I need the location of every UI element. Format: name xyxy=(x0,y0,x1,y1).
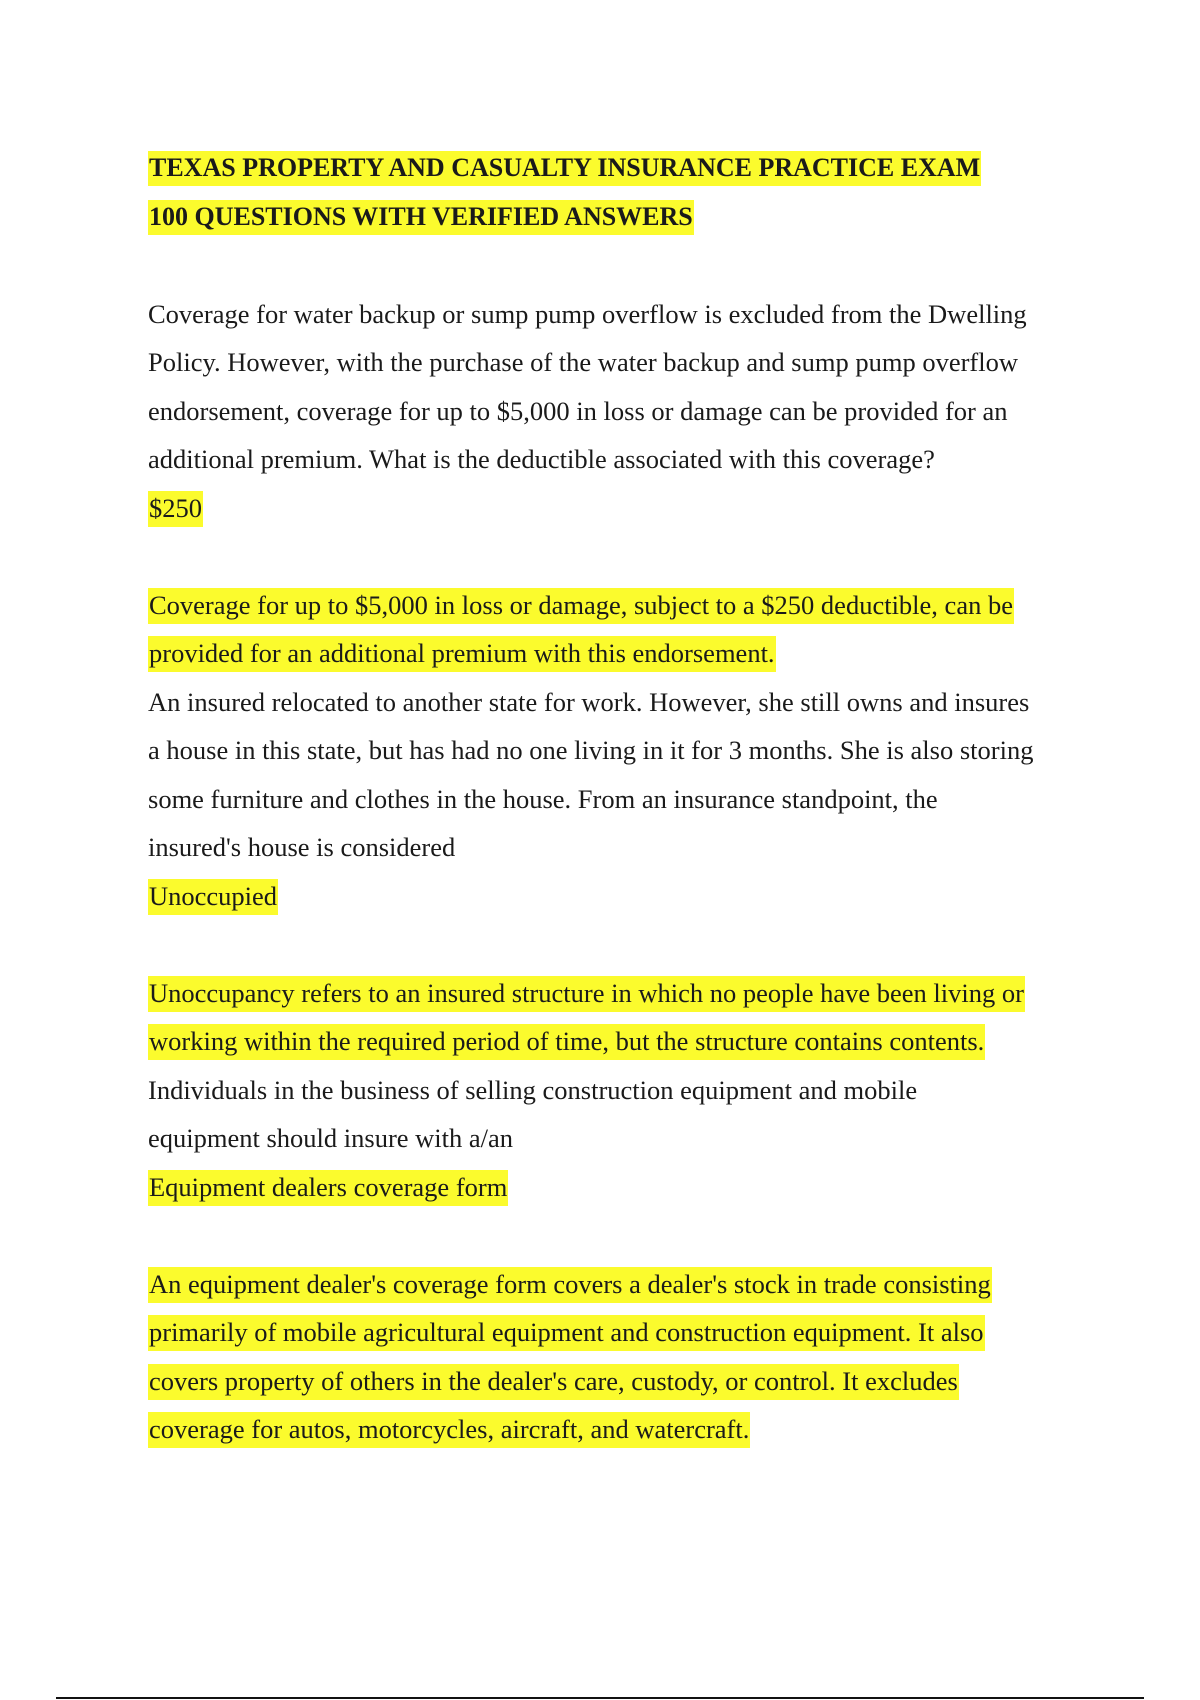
explanation-line: An equipment dealer's coverage form covers a dealer's stock in trade consisting xyxy=(148,1267,992,1303)
document-title xyxy=(148,144,1098,241)
question-line: additional premium. What is the deductible associated with this coverage? xyxy=(148,444,935,474)
explanation-2 xyxy=(148,969,1098,1066)
question-line: endorsement, coverage for up to $5,000 in loss or damage can be provided for an xyxy=(148,395,1008,426)
question-line: equipment should insure with a/an xyxy=(148,1123,514,1153)
explanation-line: Unoccupancy refers to an insured structure in which no people have been living or xyxy=(148,976,1025,1012)
question-line: insured's house is considered xyxy=(148,832,456,862)
title-line-1: TEXAS PROPERTY AND CASUALTY INSURANCE PRACTICE EXAM xyxy=(148,151,981,186)
explanation-line: Coverage for up to $5,000 in loss or damage, subject to a $250 deductible, can be xyxy=(148,588,1014,624)
spacer xyxy=(148,241,1098,290)
explanation-line: primarily of mobile agricultural equipment and construction equipment. It also xyxy=(148,1315,985,1351)
explanation-3 xyxy=(148,1260,1098,1454)
explanation-line: provided for an additional premium with this endorsement. xyxy=(148,636,776,672)
explanation-line: coverage for autos, motorcycles, aircraft, and watercraft. xyxy=(148,1412,750,1448)
answer-2: Unoccupied xyxy=(148,879,278,915)
title-line-2: 100 QUESTIONS WITH VERIFIED ANSWERS xyxy=(148,200,694,235)
question-line: some furniture and clothes in the house. From an insurance standpoint, the xyxy=(148,783,938,814)
qa-item-2 xyxy=(148,678,1098,1066)
page-bottom-rule xyxy=(56,1697,1144,1699)
spacer xyxy=(148,920,1098,969)
answer-3: Equipment dealers coverage form xyxy=(148,1170,508,1206)
document-content xyxy=(148,144,1098,1454)
spacer xyxy=(148,532,1098,581)
question-line: An insured relocated to another state for work. However, she still owns and insures xyxy=(148,686,1030,717)
explanation-1 xyxy=(148,581,1098,678)
explanation-line: working within the required period of time, but the structure contains contents. xyxy=(148,1024,985,1060)
question-3 xyxy=(148,1066,1098,1163)
question-line: Policy. However, with the purchase of the water backup and sump pump overflow xyxy=(148,347,1019,377)
question-2 xyxy=(148,678,1098,872)
question-line: Individuals in the business of selling construction equipment and mobile xyxy=(148,1074,918,1105)
qa-item-1 xyxy=(148,290,1098,678)
answer-1: $250 xyxy=(148,491,203,527)
qa-item-3 xyxy=(148,1066,1098,1454)
spacer xyxy=(148,1211,1098,1260)
question-line: Coverage for water backup or sump pump overflow is excluded from the Dwelling xyxy=(148,298,1027,329)
question-line: a house in this state, but has had no one living in it for 3 months. She is also storing xyxy=(148,735,1034,765)
question-1 xyxy=(148,290,1098,484)
explanation-line: covers property of others in the dealer's care, custody, or control. It excludes xyxy=(148,1364,959,1400)
